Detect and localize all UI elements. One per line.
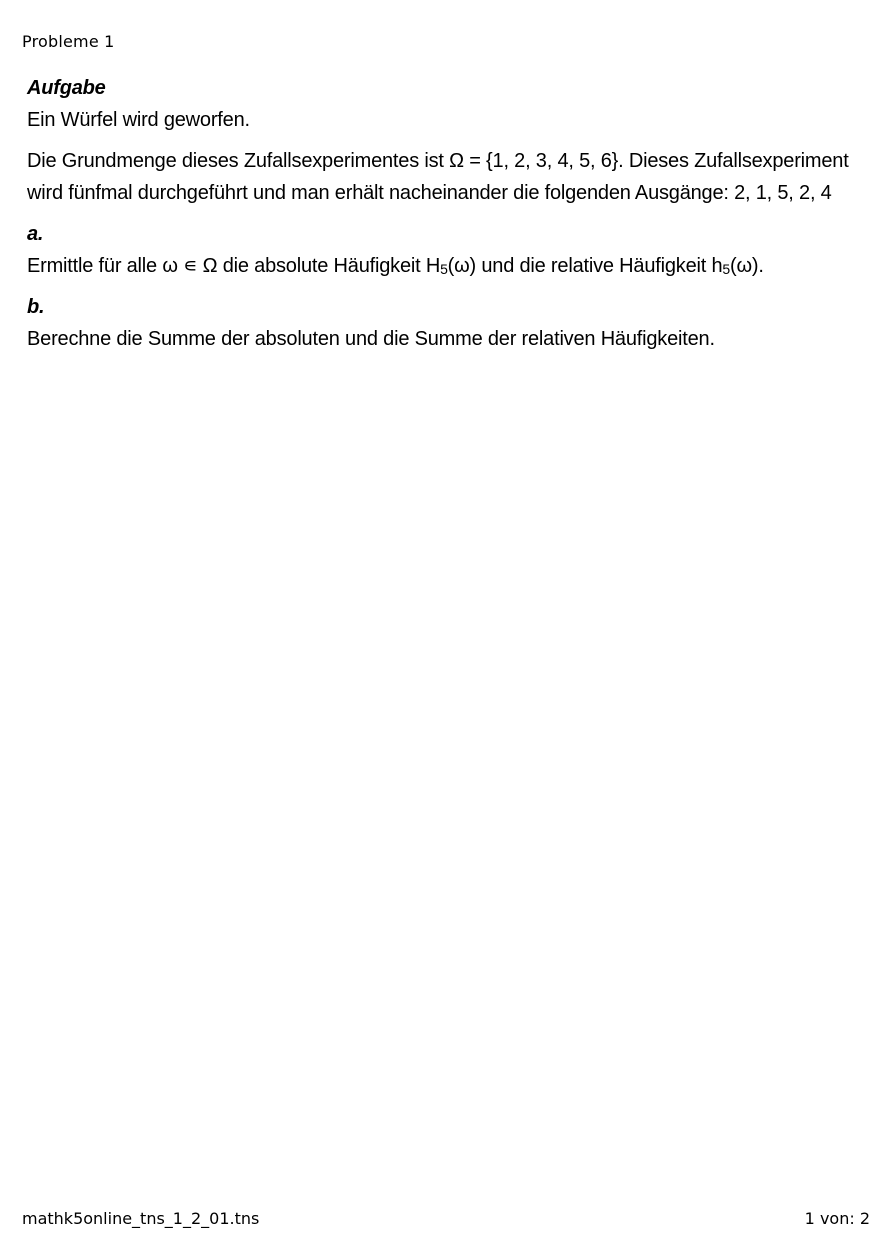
part-b-label: b. (27, 296, 45, 318)
page-header-title: Probleme 1 (22, 32, 115, 51)
task-content (27, 72, 877, 364)
part-a-text (27, 250, 877, 282)
part-a-subscript-2: 5 (722, 261, 730, 277)
task-intro: Ein Würfel wird geworfen. (27, 109, 250, 131)
task-description: Die Grundmenge dieses Zufallsexperimentes ist Ω = {1, 2, 3, 4, 5, 6}. Dieses Zufallsexperiment wird fünfmal durchgeführt und man erhält nacheinander die folgenden Ausgänge: 2, 1, 5, 2, 4 (27, 150, 849, 204)
part-a-text-before: Ermittle für alle ω ∊ Ω die absolute Häufigkeit H (27, 255, 441, 277)
part-a-text-middle: (ω) und die relative Häufigkeit h (447, 255, 723, 277)
footer-page-number: 1 von: 2 (804, 1209, 870, 1228)
part-a-subscript-1: 5 (440, 261, 448, 277)
task-heading: Aufgabe (27, 77, 106, 99)
part-b-text: Berechne die Summe der absoluten und die Summe der relativen Häufigkeiten. (27, 328, 715, 350)
part-a-label: a. (27, 223, 44, 245)
part-a-text-after: (ω). (729, 255, 764, 277)
footer-filename: mathk5online_tns_1_2_01.tns (22, 1209, 260, 1228)
